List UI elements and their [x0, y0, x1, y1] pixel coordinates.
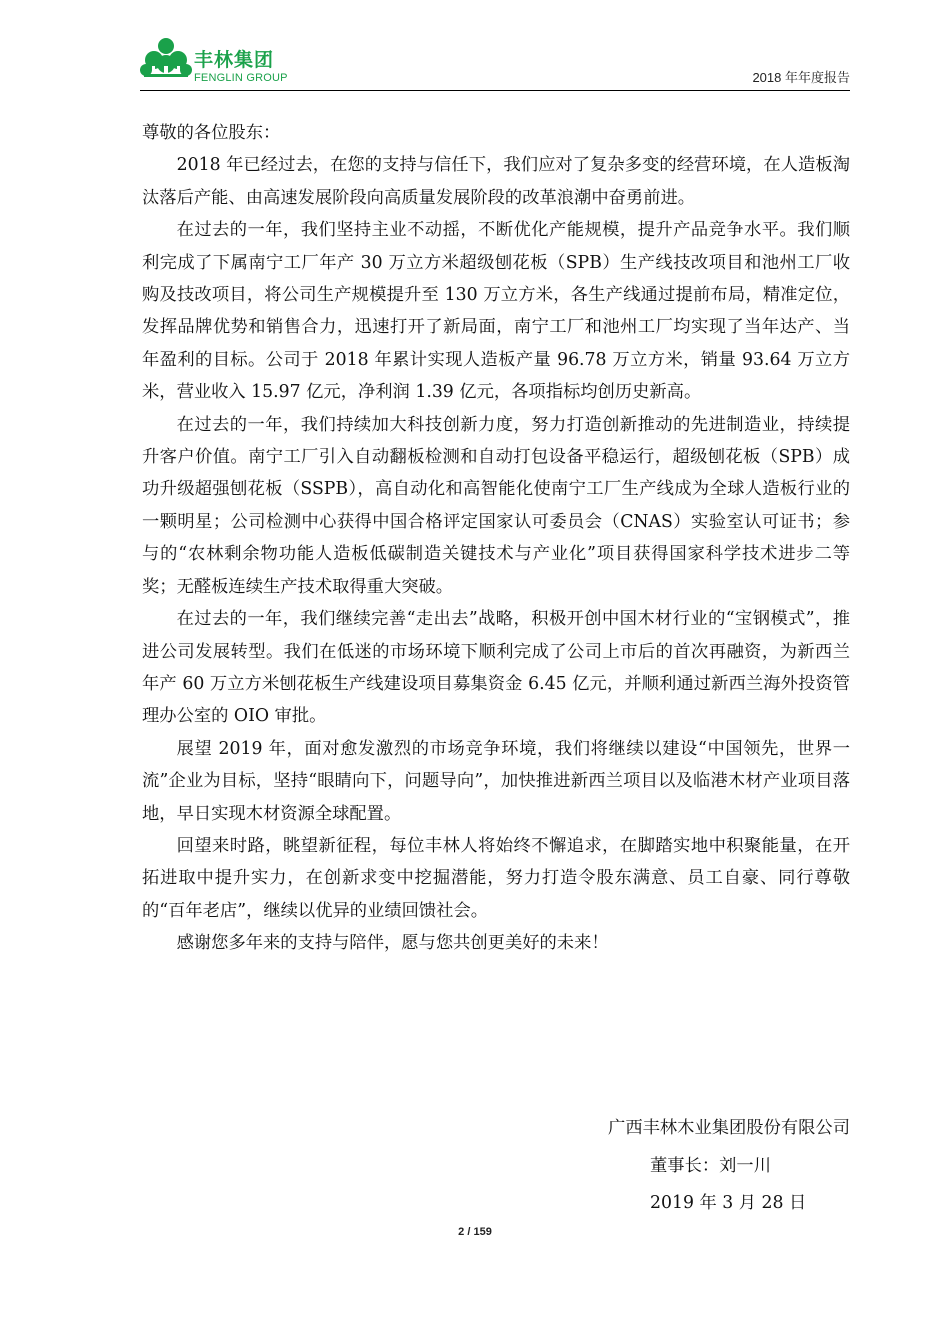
letter-body — [142, 117, 850, 960]
paragraph-look-back: 回望来时路，眺望新征程，每位丰林人将始终不懈追求，在脚踏实地中积聚能量，在开拓进取中提升实力，在创新求变中挖掘潜能，努力打造令股东满意、员工自豪、同行尊敬的“百年老店”，继续以优异的业绩回馈社会。 — [142, 835, 850, 921]
paragraph-going-global: 在过去的一年，我们继续完善“走出去”战略，积极开创中国木材行业的“宝钢模式”，推进公司发展转型。我们在低迷的市场环境下顺利完成了公司上市后的首次再融资，为新西兰年产 60 万立方米刨花板生产线建设项目募集资金 6.45 亿元，并顺利通过新西兰海外投资管理办公室的 OIO 审批。 — [142, 609, 850, 727]
signature-date: 2019 年 3 月 28 日 — [650, 1193, 807, 1213]
paragraph-thanks: 感谢您多年来的支持与陪伴，愿与您共创更美好的未来！ — [176, 933, 609, 954]
company-logo — [140, 36, 290, 88]
signature-chairman: 董事长：刘一川 — [650, 1156, 771, 1176]
page-header — [140, 28, 850, 91]
report-title: 2018 年年度报告 — [752, 70, 850, 85]
tree-logo-icon — [140, 36, 192, 88]
signature-company: 广西丰林木业集团股份有限公司 — [608, 1118, 850, 1138]
paragraph-outlook: 展望 2019 年，面对愈发激烈的市场竞争环境，我们将继续以建设“中国领先，世界一流”企业为目标，坚持“眼睛向下，问题导向”，加快推进新西兰项目以及临港木材产业项目落地，早日实现木材资源全球配置。 — [142, 738, 850, 824]
paragraph-main-business: 在过去的一年，我们坚持主业不动摇，不断优化产能规模，提升产品竞争水平。我们顺利完成了下属南宁工厂年产 30 万立方米超级刨花板（SPB）生产线技改项目和池州工厂收购及技改项目，将公司生产规模提升至 130 万立方米，各生产线通过提前布局，精准定位，发挥品牌优势和销售合力，迅速打开了新局面，南宁工厂和池州工厂均实现了当年达产、当年盈利的目标。公司于 2018 年累计实现人造板产量 96.78 万立方米，销量 93.64 万立方米，营业收入 15.97 亿元，净利润 1.39 亿元，各项指标均创历史新高。 — [142, 220, 850, 403]
paragraph-innovation: 在过去的一年，我们持续加大科技创新力度，努力打造创新推动的先进制造业，持续提升客户价值。南宁工厂引入自动翻板检测和自动打包设备平稳运行，超级刨花板（SPB）成功升级超强刨花板（SSPB），高自动化和高智能化使南宁工厂生产线成为全球人造板行业的一颗明星；公司检测中心获得中国合格评定国家认可委员会（CNAS）实验室认可证书；参与的“农林剩余物功能人造板低碳制造关键技术与产业化”项目获得国家科学技术进步二等奖；无醛板连续生产技术取得重大突破。 — [142, 414, 850, 597]
logo-chinese-name: 丰林集团 — [194, 49, 275, 71]
logo-english-name: FENGLIN GROUP — [194, 72, 288, 84]
paragraph-intro: 2018 年已经过去，在您的支持与信任下，我们应对了复杂多变的经营环境，在人造板淘汰落后产能、由高速发展阶段向高质量发展阶段的改革浪潮中奋勇前进。 — [142, 155, 850, 208]
page-number: 2 / 159 — [458, 1226, 492, 1238]
salutation: 尊敬的各位股东： — [142, 123, 281, 143]
